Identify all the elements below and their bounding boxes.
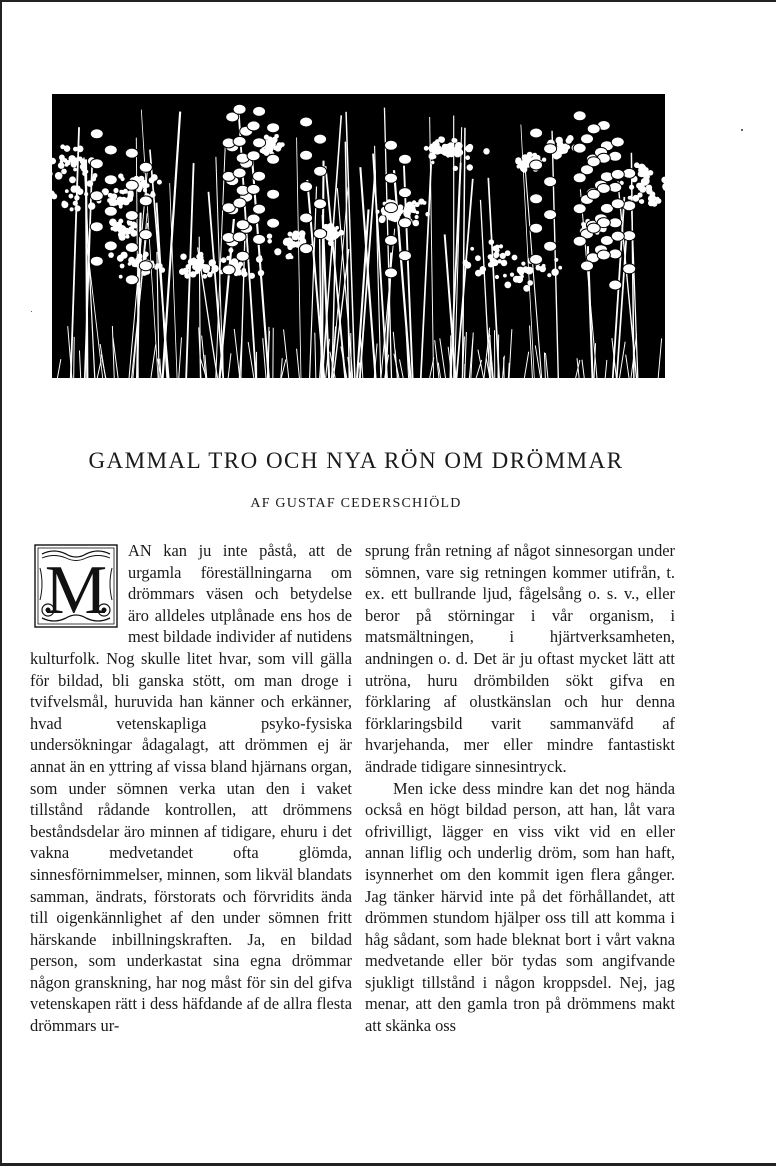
top-border <box>0 0 776 2</box>
dropcap-letter: M <box>44 552 108 629</box>
right-column <box>365 540 675 1037</box>
right-column-paragraph-1: sprung från retning af något sinnesorgan under sömnen, vare sig retningen kommer utifrån, t. ex. ett bullrande ljud, fågelsång o. s. v., eller beror på störningar i vår organism, i matsmältningen, i hjärtverksamheten, andningen o. d. Det är ju oftast mycket lätt att utröna, huru drömbilden sökt gifva en förklaring af olustkänslan och hur denna förklaringsbild varit sammanväfd af hvarjehanda, mer eller mindre fantastiskt ändrade tidigare sinnesintryck. <box>365 541 675 776</box>
print-speck <box>31 311 32 312</box>
right-column-paragraph-2: Men icke dess mindre kan det nog hända också en högt bildad person, att han, låt vara ofrivilligt, lägger en viss vikt vid en eller annan liflig och underlig dröm, som han haft, isynnerhet om den kommit igen flera gånger. Jag tänker härvid inte på det förhållandet, att drömmen stundom hjälper oss till att komma i håg sådant, som hade bleknat bort i vårt vakna medvetande eller bör tydas som angifvande sjukligt tillstånd i någon kroppsdel. Nej, jag menar, att den gamla tron på drömmens makt att skänka oss <box>365 778 675 1036</box>
flower-meadow-woodcut <box>52 94 665 378</box>
dropcap <box>34 544 118 628</box>
print-speck <box>741 129 743 131</box>
header-illustration <box>52 94 665 378</box>
left-column <box>30 540 352 1037</box>
article-byline: AF GUSTAF CEDERSCHIÖLD <box>250 496 462 511</box>
left-border <box>0 0 2 1166</box>
article-title: GAMMAL TRO OCH NYA RÖN OM DRÖMMAR <box>88 448 624 473</box>
left-column-text: AN kan ju inte påstå, att de urgamla föreställningarna om drömmars väsen och betydelse äro alldeles utplånade ens hos de mest bildade individer af nutidens kulturfolk. Nog skulle litet hvar, som vill gälla för bildad, bli ganska stött, om man droge i tvifvelsmål, huruvida han känner och erkänner, hvad vetenskapliga psyko-fysiska undersökningar ådagalagt, att drömmen ej är annat än en yttring af vissa bland hjärnans organ, som under sömnen verka utan den i vaket tillstånd rådande kontrollen, att drömmens beståndsdelar äro minnen af tidigare, ehuru i det vakna medvetandet ofta glömda, sinnesförnimmelser, minnen, som likväl blandats samman, ändrats, förstorats och förvridits ända till oigenkännlighet af den under sömnen fritt härskande inbillningskraften. Ja, en bildad person, som underkastat sina egna drömmar någon granskning, har nog måst för sin del gifva vetenskapen rätt i dess häfdande af de allra flesta drömmars ur- <box>30 541 352 1036</box>
